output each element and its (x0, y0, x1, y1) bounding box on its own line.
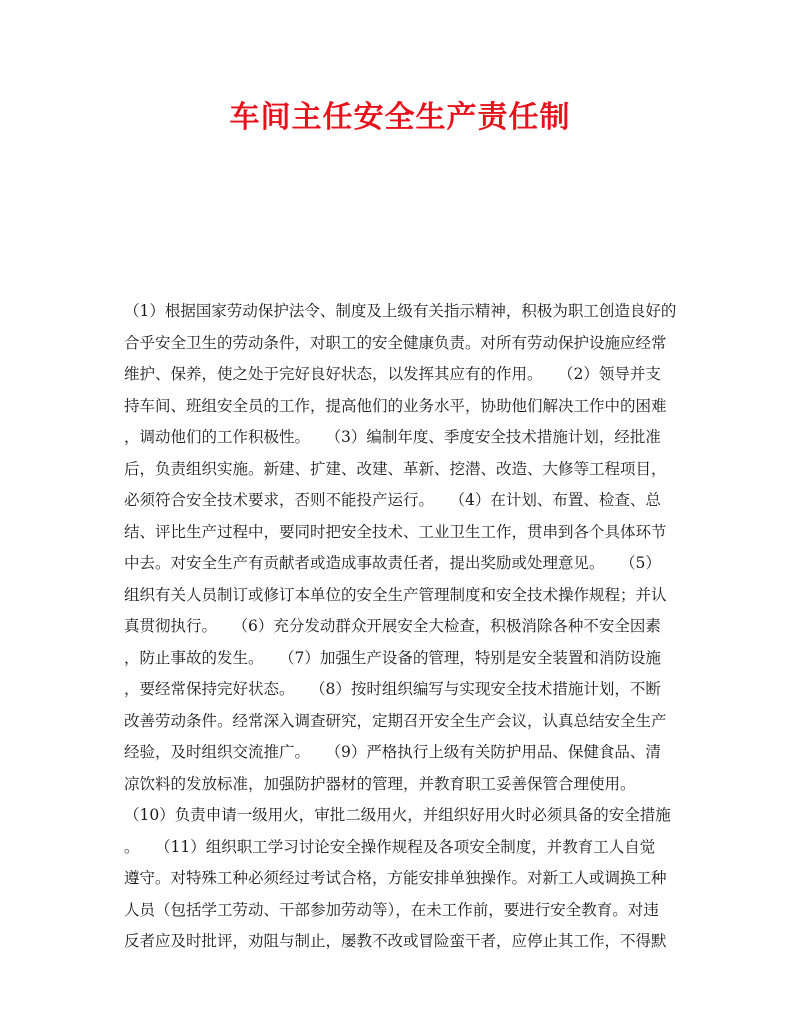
body-line: 持车间、班组安全员的工作，提高他们的业务水平，协助他们解决工作中的困难 (124, 396, 667, 415)
body-line: 反者应及时批评，劝阻与制止，屡教不改或冒险蛮干者，应停止其工作，不得默 (124, 932, 667, 950)
body-line: 中去。对安全生产有贡献者或造成事故责任者，提出奖励或处理意见。 （5） (124, 554, 661, 572)
body-line: 。 （11）组织职工学习讨论安全操作规程及各项安全制度，并教育工人自觉 (124, 837, 656, 856)
body-line: （10）负责申请一级用火，审批二级用火，并组织好用火时必须具备的安全措施 (124, 806, 671, 824)
body-line: 合乎安全卫生的劳动条件，对职工的安全健康负责。对所有劳动保护设施应经常 (124, 333, 667, 352)
body-line: 人员（包括学工劳动、干部参加劳动等），在未工作前，要进行安全教育。对违 (124, 900, 659, 919)
body-line: 结、评比生产过程中，要同时把安全技术、工业卫生工作，贯串到各个具体环节 (124, 522, 667, 541)
page-title: 车间主任安全生产责任制 (229, 100, 571, 135)
body-line: 改善劳动条件。经常深入调查研究，定期召开安全生产会议，认真总结安全生产 (124, 711, 667, 730)
body-line: 真贯彻执行。 （6）充分发动群众开展安全大检查，积极消除各种不安全因素 (124, 617, 661, 635)
body-line: 后，负责组织实施。新建、扩建、改建、革新、挖潜、改造、大修等工程项目， (124, 459, 667, 478)
body-line: 遵守。对特殊工种必须经过考试合格，方能安排单独操作。对新工人或调换工种 (124, 869, 667, 887)
body-line: ，调动他们的工作积极性。 （3）编制年度、季度安全技术措施计划，经批准 (124, 428, 661, 446)
document-body (124, 296, 684, 958)
body-line: 必须符合安全技术要求，否则不能投产运行。 （4）在计划、布置、检查、总 (124, 491, 661, 509)
body-line: （1）根据国家劳动保护法令、制度及上级有关指示精神，积极为职工创造良好的 (124, 302, 677, 320)
body-line: 凉饮料的发放标准，加强防护器材的管理，并教育职工妥善保管合理使用。 (124, 774, 636, 793)
body-line: 组织有关人员制订或修订本单位的安全生产管理制度和安全技术操作规程；并认 (124, 585, 667, 604)
body-line: ，防止事故的发生。 （7）加强生产设备的管理，特别是安全装置和消防设施 (124, 648, 661, 667)
body-line: ，要经常保持完好状态。 （8）按时组织编写与实现安全技术措施计划，不断 (124, 680, 661, 698)
body-line: 维护、保养，使之处于完好良好状态，以发挥其应有的作用。 （2）领导并支 (124, 365, 661, 383)
body-line: 经验，及时组织交流推广。 （9）严格执行上级有关防护用品、保健食品、清 (124, 743, 661, 761)
